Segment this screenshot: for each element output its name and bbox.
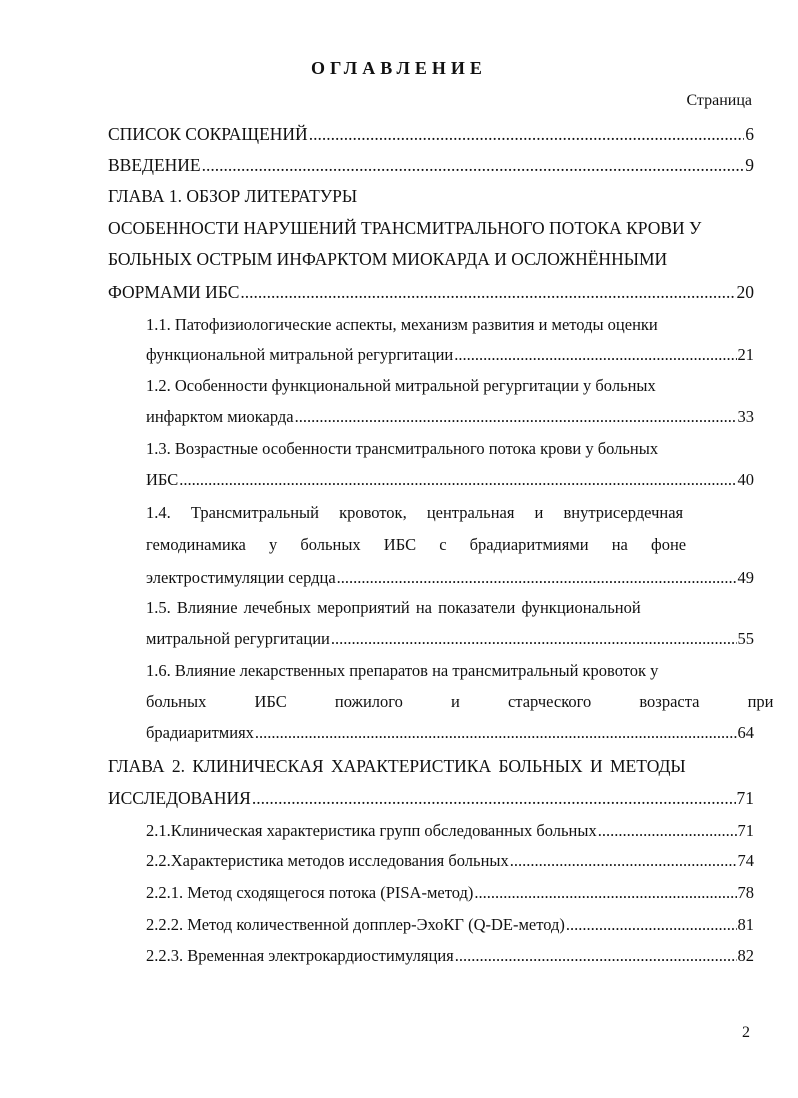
- toc-section-2-2[interactable]: [146, 848, 754, 874]
- toc-entry-page: 55: [737, 629, 754, 648]
- toc-entry-page: 74: [737, 851, 754, 870]
- toc-entry-page: 9: [745, 155, 754, 175]
- toc-entry-page: 49: [737, 568, 754, 587]
- toc-chapter-1-subtitle-line-1: ОСОБЕННОСТИ НАРУШЕНИЙ ТРАНСМИТРАЛЬНОГО ПОТОКА КРОВИ У: [108, 218, 702, 238]
- toc-entry-page: 71: [737, 821, 754, 840]
- toc-section-1-1-line-2[interactable]: [146, 342, 754, 368]
- toc-entry-abbreviations[interactable]: [108, 121, 754, 147]
- leader-dots: [510, 848, 737, 874]
- toc-section-1-6-line-1[interactable]: 1.6. Влияние лекарственных препаратов на трансмитральный кровоток у: [146, 661, 659, 680]
- toc-entry-text: митральной регургитации: [146, 629, 330, 648]
- toc-entry-page: 20: [736, 282, 754, 302]
- toc-entry-page: 64: [737, 723, 754, 742]
- toc-entry-text: 2.2.3. Временная электрокардиостимуляция: [146, 946, 454, 965]
- toc-section-1-3-line-1[interactable]: 1.3. Возрастные особенности трансмитрального потока крови у больных: [146, 439, 659, 458]
- toc-entry-page: 82: [737, 946, 754, 965]
- leader-dots: [337, 565, 737, 591]
- toc-section-1-1-line-1[interactable]: [146, 312, 754, 338]
- toc-entry-text: функциональной митральной регургитации: [146, 345, 454, 364]
- toc-entry-page: 40: [737, 470, 754, 489]
- toc-entry-text: ФОРМАМИ ИБС: [108, 282, 240, 302]
- toc-section-1-3-line-2[interactable]: [146, 467, 754, 493]
- toc-entry-text: инфарктом миокарда: [146, 407, 294, 426]
- toc-entry-introduction[interactable]: [108, 152, 754, 178]
- toc-chapter-2-line-2[interactable]: [108, 785, 754, 811]
- leader-dots: [455, 943, 737, 969]
- toc-entry-text: СПИСОК СОКРАЩЕНИЙ: [108, 124, 308, 144]
- toc-section-1-5-line-1[interactable]: 1.5. Влияние лечебных мероприятий на показатели функциональной: [146, 598, 641, 617]
- toc-entry-page: 6: [745, 124, 754, 144]
- toc-section-1-2-line-1[interactable]: 1.2. Особенности функциональной митральной регургитации у больных: [146, 376, 656, 395]
- page-column-label: Страница: [686, 92, 752, 109]
- toc-entry-text: 2.2.Характеристика методов исследования больных: [146, 851, 509, 870]
- toc-section-1-4-line-2[interactable]: гемодинамика у больных ИБС с брадиаритмиями на фоне: [146, 535, 687, 554]
- leader-dots: [598, 818, 737, 844]
- toc-section-1-6-line-2[interactable]: больных ИБС пожилого и старческого возраста при: [146, 692, 774, 711]
- toc-entry-text: 2.2.1. Метод сходящегося потока (PISA-метод): [146, 883, 474, 902]
- leader-dots: [255, 720, 737, 746]
- leader-dots: [240, 279, 735, 305]
- toc-entry-text: 2.1.Клиническая характеристика групп обследованных больных: [146, 821, 597, 840]
- leader-dots: [179, 467, 736, 493]
- leader-dots: [309, 121, 745, 147]
- toc-chapter-1-title[interactable]: ГЛАВА 1. ОБЗОР ЛИТЕРАТУРЫ: [108, 186, 358, 206]
- toc-chapter-1-subtitle-line-2: БОЛЬНЫХ ОСТРЫМ ИНФАРКТОМ МИОКАРДА И ОСЛОЖНЁННЫМИ: [108, 249, 668, 269]
- toc-section-1-6-line-3[interactable]: [146, 720, 754, 746]
- toc-section-2-2-1[interactable]: [146, 880, 754, 906]
- leader-dots: [252, 785, 736, 811]
- toc-entry-page: 71: [736, 788, 754, 808]
- toc-entry-text: ИБС: [146, 470, 179, 489]
- toc-entry-text: электростимуляции сердца: [146, 568, 336, 587]
- leader-dots: [202, 152, 745, 178]
- leader-dots: [454, 342, 736, 368]
- leader-dots: [566, 912, 737, 938]
- toc-entry-text: ИССЛЕДОВАНИЯ: [108, 788, 251, 808]
- toc-entry-text: 2.2.2. Метод количественной допплер-ЭхоКГ (Q-DE-метод): [146, 915, 565, 934]
- toc-section-2-2-2[interactable]: [146, 912, 754, 938]
- leader-dots: [331, 626, 737, 652]
- page-number: 2: [742, 1024, 750, 1041]
- toc-entry-page: 21: [737, 345, 754, 364]
- toc-section-2-2-3[interactable]: [146, 943, 754, 969]
- toc-entry-text: ВВЕДЕНИЕ: [108, 155, 201, 175]
- toc-heading: ОГЛАВЛЕНИЕ: [311, 58, 487, 78]
- toc-entry-text: брадиаритмиях: [146, 723, 254, 742]
- toc-section-1-4-line-3[interactable]: [146, 565, 754, 591]
- toc-section-1-4-line-1[interactable]: 1.4. Трансмитральный кровоток, центральная и внутрисердечная: [146, 503, 684, 522]
- toc-entry-page: 81: [737, 915, 754, 934]
- leader-dots: [295, 404, 737, 430]
- toc-entry-text: 1.1. Патофизиологические аспекты, механизм развития и методы оценки: [146, 315, 658, 334]
- toc-section-2-1[interactable]: [146, 818, 754, 844]
- toc-section-1-2-line-2[interactable]: [146, 404, 754, 430]
- toc-chapter-1-subtitle-line-3[interactable]: [108, 279, 754, 305]
- toc-entry-page: 78: [737, 883, 754, 902]
- toc-entry-page: 33: [737, 407, 754, 426]
- toc-chapter-2-line-1[interactable]: ГЛАВА 2. КЛИНИЧЕСКАЯ ХАРАКТЕРИСТИКА БОЛЬНЫХ И МЕТОДЫ: [108, 756, 686, 776]
- leader-dots: [474, 880, 736, 906]
- toc-section-1-5-line-2[interactable]: [146, 626, 754, 652]
